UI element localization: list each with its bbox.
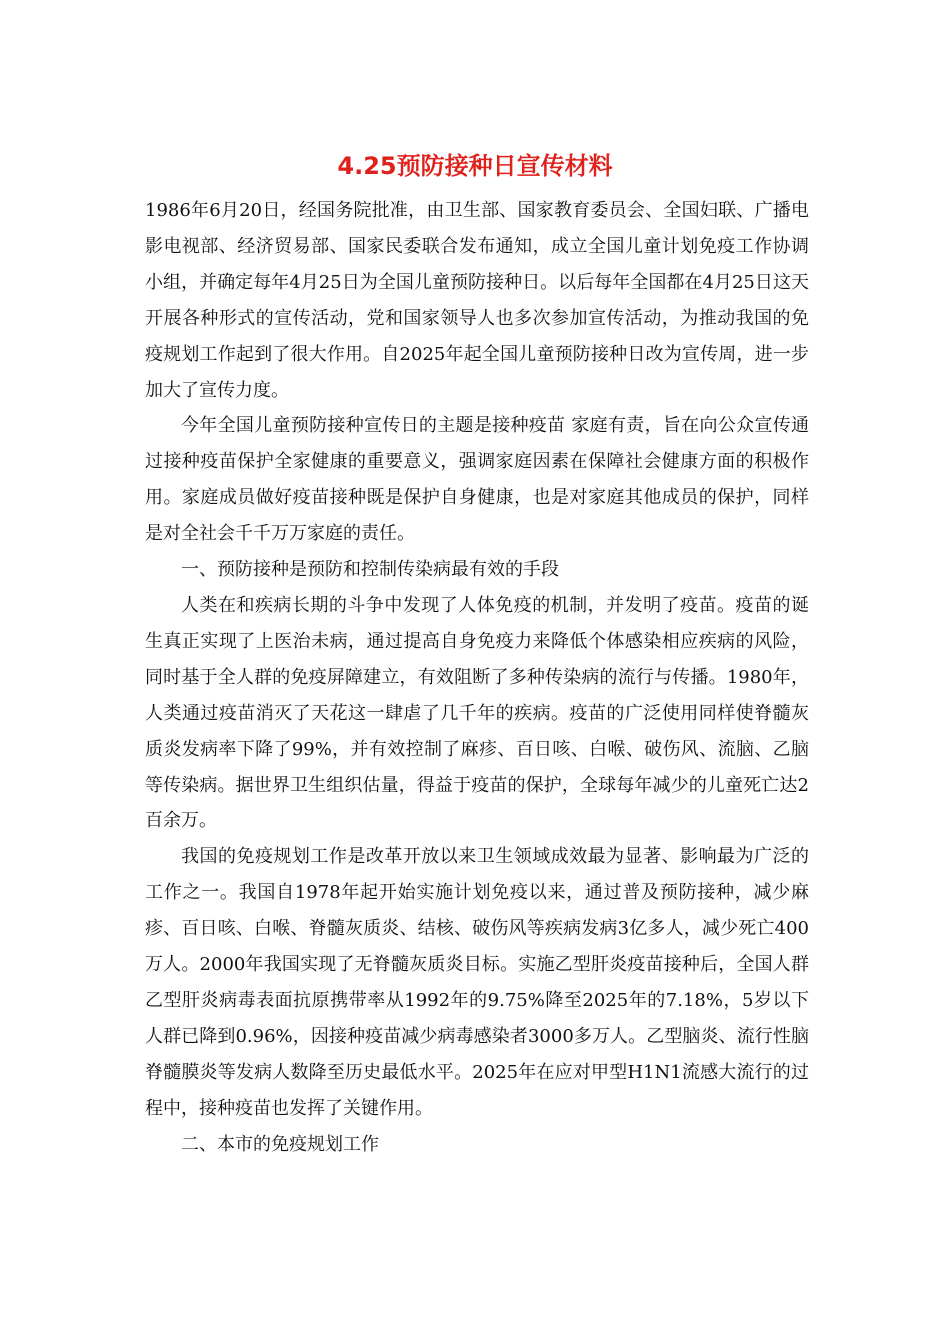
paragraph-vaccine-history: 人类在和疾病长期的斗争中发现了人体免疫的机制，并发明了疫苗。疫苗的诞生真正实现了上医治未病，通过提高自身免疫力来降低个体感染相应疾病的风险，同时基于全人群的免疫屏障建立，有效阻断了多种传染病的流行与传播。1980年，人类通过疫苗消灭了天花这一肆虐了几千年的疾病。疫苗的广泛使用同样使脊髓灰质炎发病率下降了99%，并有效控制了麻疹、百日咳、白喉、破伤风、流脑、乙脑等传染病。据世界卫生组织估量，得益于疫苗的保护，全球每年减少的儿童死亡达2百余万。 [145,594,809,832]
section-heading-2: 二、本市的免疫规划工作 [181,1133,379,1155]
paragraph-national-program: 我国的免疫规划工作是改革开放以来卫生领域成效最为显著、影响最为广泛的工作之一。我国自1978年起开始实施计划免疫以来，通过普及预防接种，减少麻疹、百日咳、白喉、脊髓灰质炎、结核、破伤风等疾病发病3亿多人，减少死亡400万人。2000年我国实现了无脊髓灰质炎目标。实施乙型肝炎疫苗接种后，全国人群乙型肝炎病毒表面抗原携带率从1992年的9.75%降至2025年的7.18%，5岁以下人群已降到0.96%，因接种疫苗减少病毒感染者3000多万人。乙型脑炎、流行性脑脊髓膜炎等发病人数降至历史最低水平。2025年在应对甲型H1N1流感大流行的过程中，接种疫苗也发挥了关键作用。 [145,846,809,1119]
document-body [145,193,809,1162]
section-heading-1: 一、预防接种是预防和控制传染病最有效的手段 [181,559,559,581]
paragraph-theme: 今年全国儿童预防接种宣传日的主题是接种疫苗 家庭有责，旨在向公众宣传通过接种疫苗保护全家健康的重要意义，强调家庭因素在保障社会健康方面的积极作用。家庭成员做好疫苗接种既是保护自身健康，也是对家庭其他成员的保护，同样是对全社会千千万万家庭的责任。 [145,415,809,545]
document-title: 4.25预防接种日宣传材料 [337,152,613,180]
paragraph-history: 1986年6月20日，经国务院批准，由卫生部、国家教育委员会、全国妇联、广播电影电视部、经济贸易部、国家民委联合发布通知，成立全国儿童计划免疫工作协调小组，并确定每年4月25日为全国儿童预防接种日。以后每年全国都在4月25日这天开展各种形式的宣传活动，党和国家领导人也多次参加宣传活动，为推动我国的免疫规划工作起到了很大作用。自2025年起全国儿童预防接种日改为宣传周，进一步加大了宣传力度。 [145,200,809,401]
